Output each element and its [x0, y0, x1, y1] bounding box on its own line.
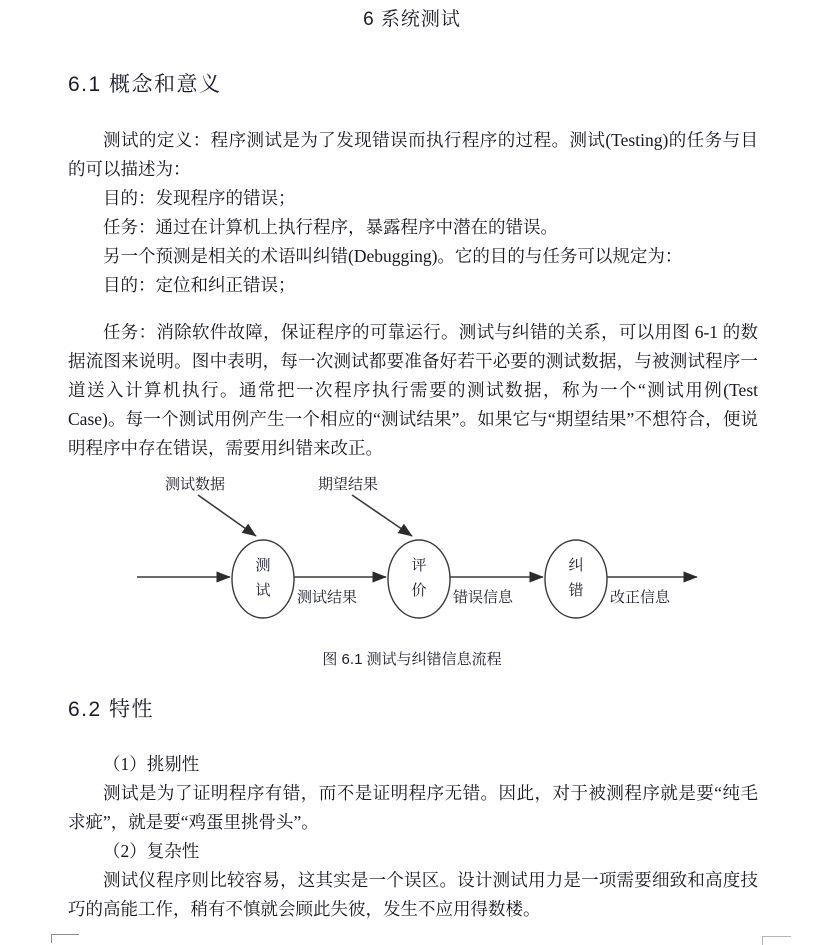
figure-arrow-test-data	[198, 495, 256, 536]
figure-node-test	[232, 540, 294, 618]
paragraph-block-definition	[68, 126, 758, 242]
figure-node-debug	[545, 540, 607, 618]
paragraph-feature-2-text: 测试仪程序则比较容易，这其实是一个误区。设计测试用力是一项需要细致和高度技巧的高能工作，稍有不慎就会顾此失彼，发生不应用得数楼。	[68, 870, 758, 919]
crop-mark-bottom-left	[51, 934, 79, 943]
paragraph-debugging-intro: 另一个预测是相关的术语叫纠错(Debugging)。它的目的与任务可以规定为：	[103, 246, 683, 266]
figure-label-test-result: 测试结果	[297, 589, 358, 606]
paragraph-test-definition: 测试的定义：程序测试是为了发现错误而执行程序的过程。测试(Testing)的任务与目的可以描述为：	[68, 130, 758, 179]
figure-node-debug-label-1: 纠	[568, 557, 584, 574]
figure-node-evaluate-label-1: 评	[411, 557, 427, 574]
paragraph-feature-1-title: （1）挑剔性	[103, 754, 200, 774]
paragraph-block-dataflow	[68, 318, 758, 463]
paragraph-feature-2-title: （2）复杂性	[103, 841, 200, 861]
paragraph-block-picky	[68, 750, 758, 837]
figure-label-test-data: 测试数据	[165, 476, 226, 493]
figure-label-correction-info: 改正信息	[610, 589, 671, 606]
figure-node-test-label-1: 测	[255, 557, 271, 574]
paragraph-debugging-task: 任务：消除软件故障，保证程序的可靠运行。测试与纠错的关系，可以用图 6-1 的数据流图来说明。图中表明，每一次测试都要准备好若干必要的测试数据，与被测试程序一道送入计算机执行。通常把一次程序执行需要的测试数据，称为一个“测试用例(Test Case)。每一个测试用例产生一个相应的“测试结果”。如果它与“期望结果”不想符合，便说明程序中存在错误，需要用纠错来改正。	[68, 322, 758, 458]
paragraph-feature-1-text: 测试是为了证明程序有错，而不是证明程序无错。因此，对于被测程序就是要“纯毛求疵”，就是要“鸡蛋里挑骨头”。	[68, 783, 758, 832]
figure-label-error-info: 错误信息	[453, 589, 514, 606]
figure-node-evaluate	[388, 540, 450, 618]
paragraph-block-debugging	[68, 242, 758, 300]
figure-node-test-label-2: 试	[255, 582, 271, 599]
figure-arrow-expected-result	[352, 495, 412, 536]
page-title: 6 系统测试	[363, 9, 461, 30]
figure-node-debug-label-2: 错	[568, 582, 584, 599]
paragraph-test-purpose: 目的：发现程序的错误；	[103, 188, 296, 208]
figure-test-debug-dataflow	[0, 462, 824, 677]
crop-mark-bottom-right	[762, 936, 791, 945]
paragraph-block-complexity	[68, 837, 758, 924]
paragraph-test-task: 任务：通过在计算机上执行程序，暴露程序中潜在的错误。	[103, 217, 558, 237]
figure-node-evaluate-label-2: 价	[411, 582, 427, 599]
section-heading-6-1: 6.1 概念和意义	[68, 73, 222, 96]
paragraph-debugging-purpose: 目的：定位和纠正错误；	[103, 275, 296, 295]
figure-caption: 图 6.1 测试与纠错信息流程	[322, 651, 502, 668]
figure-label-expected-result: 期望结果	[318, 476, 379, 493]
section-heading-6-2: 6.2 特性	[68, 698, 155, 721]
